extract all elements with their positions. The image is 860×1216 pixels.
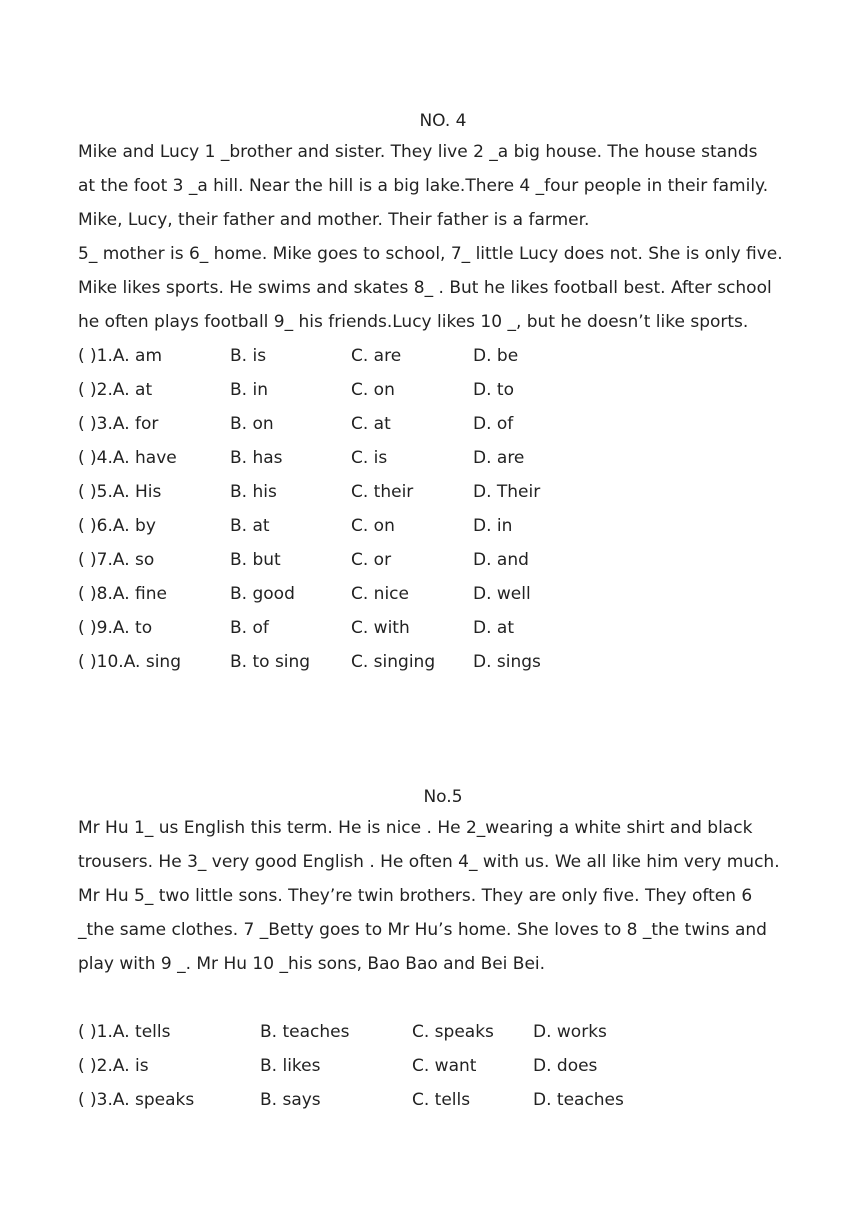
option-c: C. are <box>351 346 402 366</box>
option-b: B. but <box>230 550 281 570</box>
question-row <box>78 1049 818 1083</box>
question-list <box>78 1015 818 1117</box>
passage-line: 5_ mother is 6_ home. Mike goes to school, 7_ little Lucy does not. She is only five. <box>78 244 783 264</box>
option-d: D. be <box>473 346 519 366</box>
option-d: D. and <box>473 550 529 570</box>
option-c: C. with <box>351 618 410 638</box>
option-b: B. likes <box>260 1056 321 1076</box>
question-row <box>78 373 818 407</box>
option-d: D. teaches <box>533 1090 624 1110</box>
question-row <box>78 509 818 543</box>
option-b: B. of <box>230 618 269 638</box>
option-b: B. teaches <box>260 1022 350 1042</box>
question-option-a: ( )10.A. sing <box>78 652 181 672</box>
section-title: NO. 4 <box>419 111 467 131</box>
option-d: D. works <box>533 1022 607 1042</box>
passage <box>78 135 818 339</box>
passage-line: Mike and Lucy 1 _brother and sister. They live 2 _a big house. The house stands <box>78 142 758 162</box>
option-d: D. to <box>473 380 514 400</box>
question-row <box>78 543 818 577</box>
option-b: B. to sing <box>230 652 311 672</box>
passage-line: _the same clothes. 7 _Betty goes to Mr Hu’s home. She loves to 8 _the twins and <box>78 920 767 940</box>
option-b: B. good <box>230 584 295 604</box>
option-d: D. of <box>473 414 514 434</box>
option-d: D. sings <box>473 652 541 672</box>
option-d: D. well <box>473 584 531 604</box>
option-c: C. is <box>351 448 388 468</box>
option-c: C. speaks <box>412 1022 494 1042</box>
question-option-a: ( )2.A. is <box>78 1056 149 1076</box>
question-option-a: ( )7.A. so <box>78 550 155 570</box>
question-option-a: ( )4.A. have <box>78 448 177 468</box>
spacer <box>78 981 818 1015</box>
question-option-a: ( )3.A. speaks <box>78 1090 195 1110</box>
question-option-a: ( )8.A. fine <box>78 584 167 604</box>
question-row <box>78 407 818 441</box>
option-b: B. on <box>230 414 274 434</box>
question-row <box>78 475 818 509</box>
option-b: B. has <box>230 448 283 468</box>
question-row <box>78 1015 818 1049</box>
option-b: B. at <box>230 516 270 536</box>
question-option-a: ( )1.A. tells <box>78 1022 171 1042</box>
question-list <box>78 339 818 679</box>
question-option-a: ( )9.A. to <box>78 618 153 638</box>
passage-line: Mr Hu 5_ two little sons. They’re twin brothers. They are only five. They often 6 <box>78 886 753 906</box>
passage-line: Mike, Lucy, their father and mother. Their father is a farmer. <box>78 210 590 230</box>
option-c: C. on <box>351 516 395 536</box>
option-b: B. says <box>260 1090 321 1110</box>
passage-line: play with 9 _. Mr Hu 10 _his sons, Bao Bao and Bei Bei. <box>78 954 546 974</box>
option-d: D. in <box>473 516 513 536</box>
option-b: B. is <box>230 346 267 366</box>
question-row <box>78 1083 818 1117</box>
option-c: C. their <box>351 482 414 502</box>
option-c: C. on <box>351 380 395 400</box>
question-row <box>78 441 818 475</box>
option-c: C. want <box>412 1056 477 1076</box>
question-option-a: ( )3.A. for <box>78 414 159 434</box>
question-option-a: ( )5.A. His <box>78 482 162 502</box>
option-c: C. tells <box>412 1090 471 1110</box>
question-option-a: ( )6.A. by <box>78 516 156 536</box>
question-row <box>78 645 818 679</box>
section-title: No.5 <box>423 787 463 807</box>
passage-line: Mike likes sports. He swims and skates 8_ . But he likes football best. After school <box>78 278 772 298</box>
option-c: C. nice <box>351 584 409 604</box>
question-option-a: ( )2.A. at <box>78 380 153 400</box>
question-row <box>78 577 818 611</box>
option-c: C. singing <box>351 652 436 672</box>
question-row <box>78 611 818 645</box>
option-b: B. his <box>230 482 277 502</box>
option-d: D. are <box>473 448 525 468</box>
passage-line: at the foot 3 _a hill. Near the hill is a big lake.There 4 _four people in their family. <box>78 176 769 196</box>
passage-line: Mr Hu 1_ us English this term. He is nice . He 2_wearing a white shirt and black <box>78 818 753 838</box>
cloze-section-no4 <box>78 108 818 679</box>
question-option-a: ( )1.A. am <box>78 346 163 366</box>
option-d: D. does <box>533 1056 598 1076</box>
question-row <box>78 339 818 373</box>
option-c: C. or <box>351 550 392 570</box>
option-d: D. Their <box>473 482 541 502</box>
option-c: C. at <box>351 414 391 434</box>
option-d: D. at <box>473 618 514 638</box>
passage <box>78 811 818 981</box>
passage-line: trousers. He 3_ very good English . He often 4_ with us. We all like him very much. <box>78 852 780 872</box>
cloze-section-no5 <box>78 784 818 1117</box>
option-b: B. in <box>230 380 268 400</box>
passage-line: he often plays football 9_ his friends.Lucy likes 10 _, but he doesn’t like sports. <box>78 312 749 332</box>
